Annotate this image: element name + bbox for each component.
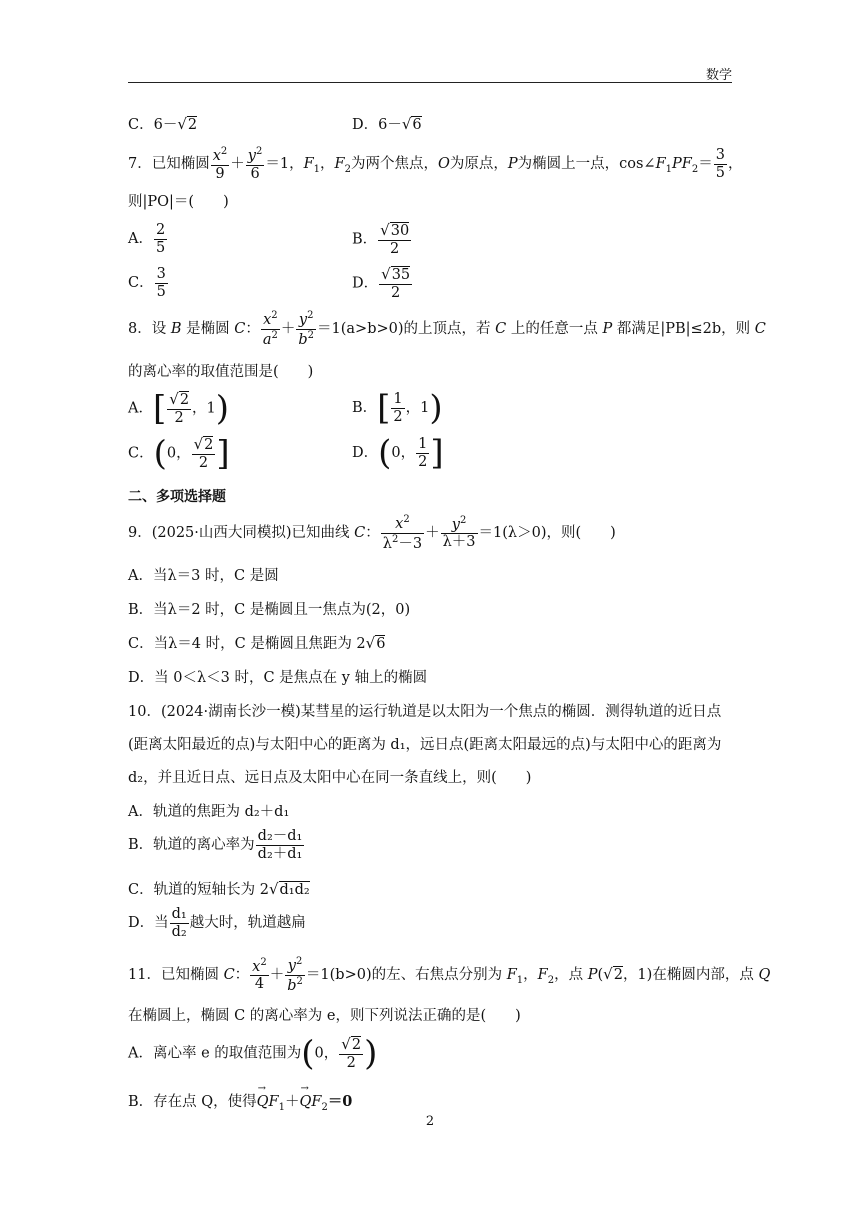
q7-option-b: B． $\frac{√30}{2}$: [352, 221, 410, 257]
q6-option-d: D．6－√6: [352, 115, 422, 133]
q10-option-d: D．当 $\frac{\text{d₁}}{\text{d₂}}$ 越大时，轨道越扁: [128, 906, 306, 940]
q8-option-b: B．[ $\frac{1}{2}$ ，1): [352, 388, 443, 429]
q8-stem-line2: 的离心率的取值范围是( ): [128, 364, 314, 380]
q10-stem-line2: (距离太阳最近的点)与太阳中心的距离为 d₁，远日点(距离太阳最远的点)与太阳中心的距离为: [128, 737, 722, 753]
q11-stem: 11．已知椭圆 C： $\frac{x^2}{4}$ ＋ $\frac{y^2}{b^2}$ ＝1(b>0)的左、右焦点分别为 $F_1$，$F_2$，点 P(√2，1)在椭圆内部，点 Q: [128, 956, 771, 994]
q8-option-c: C．(0， $\frac{√2}{2}$ ]: [128, 433, 230, 474]
header-rule: [128, 82, 732, 83]
q9-stem: 9．(2025·山西大同模拟)已知曲线 C： $\frac{x^2}{\lambda^2-3}$ ＋ $\frac{y^2}{\lambda+3}$ ＝1(λ＞0)，则( ): [128, 514, 616, 552]
q7-option-c: C． $\frac{3}{5}$: [128, 266, 166, 300]
q7-option-a: A． $\frac{2}{5}$: [128, 222, 166, 256]
q11-option-b: B．存在点 Q，使得→ $QF_1+\to QF_2=0$: [128, 1090, 352, 1113]
q10-stem-line3: d₂，并且近日点、远日点及太阳中心在同一条直线上，则( ): [128, 770, 532, 786]
q10-option-a: A．轨道的焦距为 d₂＋d₁: [128, 804, 290, 820]
q7-option-d: D． $\frac{√35}{2}$: [352, 265, 411, 301]
q10-option-c: C．轨道的短轴长为 2√d₁d₂: [128, 880, 310, 898]
q9-option-c: C．当λ＝4 时，C 是椭圆且焦距为 2√6: [128, 634, 386, 652]
q8-stem: 8．设 B 是椭圆 C： $\frac{x^2}{a^2}$ ＋ $\frac{y^2}{b^2}$ ＝1(a>b>0)的上顶点，若 C 上的任意一点 P 都满足|PB|≤2b，则 C: [128, 310, 766, 348]
q8-option-d: D．(0， $\frac{1}{2}$ ]: [352, 433, 444, 474]
page-number: 2: [425, 1114, 435, 1129]
q11-stem-line2: 在椭圆上，椭圆 C 的离心率为 e，则下列说法正确的是( ): [128, 1008, 521, 1024]
q9-option-d: D．当 0＜λ＜3 时，C 是焦点在 y 轴上的椭圆: [128, 670, 428, 686]
q7-stem-line2: 则|PO|＝( ): [128, 194, 229, 210]
q7-stem: 7．已知椭圆 $\frac{x^2}{9}$ ＋ $\frac{y^2}{6}$ ＝1，$F_1$，$F_2$为两个焦点，O为原点，P为椭圆上一点，$\cos\angle F_1PF_2=$ $\frac{3}{5}$ ，: [128, 146, 743, 182]
q6-option-c: C．6－√2: [128, 115, 198, 133]
q9-option-a: A．当λ＝3 时，C 是圆: [128, 568, 279, 584]
q11-option-a: A．离心率 e 的取值范围为(0， $\frac{√2}{2}$ ): [128, 1033, 378, 1074]
q10-option-b: B．轨道的离心率为 $\frac{\text{d₂－d₁}}{\text{d₂＋d₁}}$: [128, 828, 303, 862]
q8-option-a: A．[ $\frac{√2}{2}$ ，1): [128, 388, 230, 429]
q9-option-b: B．当λ＝2 时，C 是椭圆且一焦点为(2，0): [128, 602, 411, 618]
q10-stem-line1: 10．(2024·湖南长沙一模)某彗星的运行轨道是以太阳为一个焦点的椭圆．测得轨道的近日点: [128, 704, 722, 720]
section-title: 二、多项选择题: [128, 489, 226, 505]
header-subject: 数学: [705, 68, 732, 83]
